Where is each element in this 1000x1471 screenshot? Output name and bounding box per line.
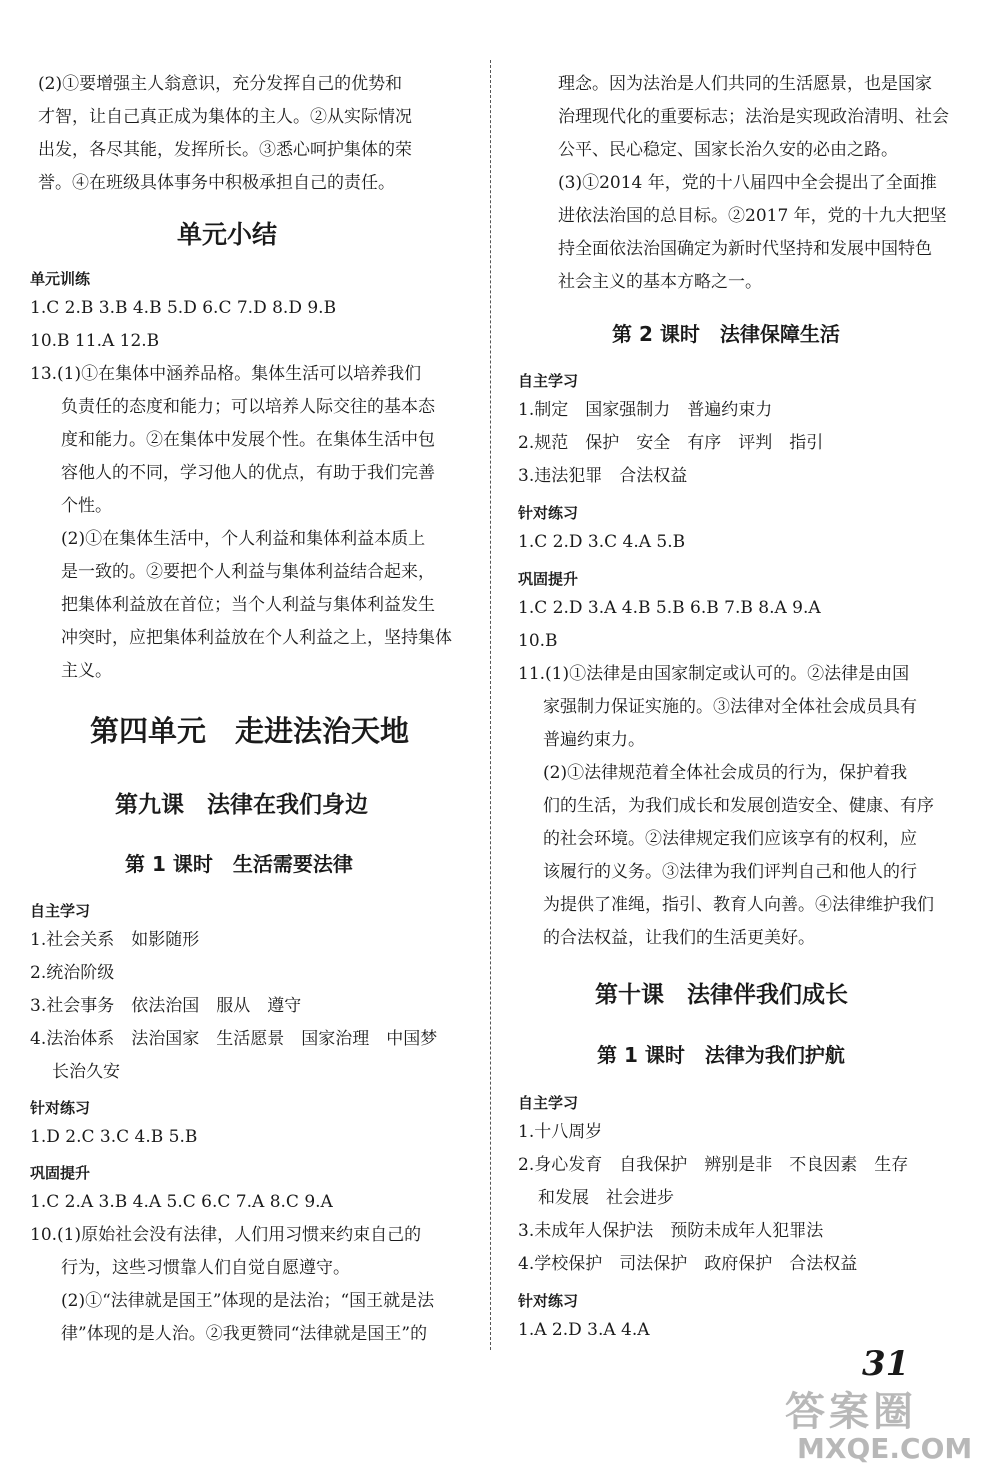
watermark-url: MXQE.COM (797, 1432, 973, 1465)
continuation-line: 社会主义的基本方略之一。 (558, 272, 762, 292)
answer-line: 1.社会关系 如影随形 (30, 930, 200, 950)
page-number: 31 (862, 1344, 910, 1384)
answer-line: 3.未成年人保护法 预防未成年人犯罪法 (518, 1221, 824, 1241)
answer-line: (2)①法律规范着全体社会成员的行为，保护着我 (543, 763, 908, 783)
answer-line: 1.C 2.B 3.B 4.B 5.D 6.C 7.D 8.D 9.B (30, 298, 337, 318)
section-label: 针对练习 (30, 1099, 91, 1117)
unit-title: 第四单元 走进法治天地 (90, 714, 410, 748)
answer-line: 的社会环境。②法律规定我们应该享有的权利，应 (543, 829, 917, 849)
answer-line: 行为，这些习惯靠人们自觉自愿遵守。 (61, 1258, 350, 1278)
section-label: 自主学习 (518, 1094, 579, 1112)
answer-line: 家强制力保证实施的。③法律对全体社会成员具有 (543, 697, 917, 717)
period-title: 第 2 课时 法律保障生活 (612, 322, 840, 346)
answer-line: 1.C 2.A 3.B 4.A 5.C 6.C 7.A 8.C 9.A (30, 1192, 333, 1212)
period-title: 第 1 课时 生活需要法律 (125, 852, 353, 876)
continuation-line: 治理现代化的重要标志；法治是实现政治清明、社会 (558, 107, 949, 127)
watermark-text: 答案圈 (785, 1389, 917, 1435)
answer-line: 2.身心发育 自我保护 辨别是非 不良因素 生存 (518, 1155, 909, 1175)
continuation-line: (3)①2014 年，党的十八届四中全会提出了全面推 (558, 173, 937, 193)
answer-line: 长治久安 (52, 1062, 120, 1082)
answer-line: 4.法治体系 法治国家 生活愿景 国家治理 中国梦 (30, 1029, 438, 1049)
answer-line: 10.(1)原始社会没有法律，人们用习惯来约束自己的 (30, 1225, 422, 1245)
answer-line: 1.D 2.C 3.C 4.B 5.B (30, 1127, 198, 1147)
section-label: 巩固提升 (518, 570, 579, 588)
answer-line: (2)①“法律就是国王”体现的是法治；“国王就是法 (61, 1291, 435, 1311)
section-label: 单元训练 (30, 270, 91, 288)
answer-line: 负责任的态度和能力；可以培养人际交往的基本态 (61, 397, 435, 417)
section-label: 自主学习 (30, 902, 91, 920)
continuation-line: 誉。④在班级具体事务中积极承担自己的责任。 (38, 173, 395, 193)
answer-line: 11.(1)①法律是由国家制定或认可的。②法律是由国 (518, 664, 910, 684)
watermark-logo (785, 1380, 1000, 1471)
answer-line: 13.(1)①在集体中涵养品格。集体生活可以培养我们 (30, 364, 422, 384)
section-label: 针对练习 (518, 504, 579, 522)
continuation-line: 持全面依法治国确定为新时代坚持和发展中国特色 (558, 239, 932, 259)
answer-line: 2.统治阶级 (30, 963, 115, 983)
section-label: 巩固提升 (30, 1164, 91, 1182)
answer-line: 容他人的不同，学习他人的优点，有助于我们完善 (61, 463, 435, 483)
answer-line: 该履行的义务。③法律为我们评判自己和他人的行 (543, 862, 917, 882)
lesson-title: 第九课 法律在我们身边 (115, 791, 368, 818)
answer-line: 3.社会事务 依法治国 服从 遵守 (30, 996, 302, 1016)
section-label: 自主学习 (518, 372, 579, 390)
answer-line: 1.十八周岁 (518, 1122, 603, 1142)
answer-line: 10.B 11.A 12.B (30, 331, 160, 351)
continuation-line: 才智，让自己真正成为集体的主人。②从实际情况 (38, 107, 412, 127)
answer-line: 们的生活，为我们成长和发展创造安全、健康、有序 (543, 796, 934, 816)
answer-line: 4.学校保护 司法保护 政府保护 合法权益 (518, 1254, 858, 1274)
answer-line: 度和能力。②在集体中发展个性。在集体生活中包 (61, 430, 435, 450)
answer-line: 1.C 2.D 3.A 4.B 5.B 6.B 7.B 8.A 9.A (518, 598, 821, 618)
answer-line: 1.A 2.D 3.A 4.A (518, 1320, 650, 1340)
answer-line: 主义。 (61, 661, 112, 681)
continuation-line: 进依法治国的总目标。②2017 年，党的十九大把坚 (558, 206, 947, 226)
answer-line: 2.规范 保护 安全 有序 评判 指引 (518, 433, 824, 453)
lesson-title: 第十课 法律伴我们成长 (595, 981, 848, 1008)
answer-line: 的合法权益，让我们的生活更美好。 (543, 928, 815, 948)
answer-line: 1.C 2.D 3.C 4.A 5.B (518, 532, 686, 552)
column-divider (490, 60, 491, 1350)
section-label: 针对练习 (518, 1292, 579, 1310)
answer-line: 个性。 (61, 496, 112, 516)
answer-line: 是一致的。②要把个人利益与集体利益结合起来， (61, 562, 435, 582)
answer-line: 把集体利益放在首位；当个人利益与集体利益发生 (61, 595, 435, 615)
answer-line: (2)①在集体生活中，个人利益和集体利益本质上 (61, 529, 426, 549)
continuation-line: 出发，各尽其能，发挥所长。③悉心呵护集体的荣 (38, 140, 412, 160)
period-title: 第 1 课时 法律为我们护航 (597, 1043, 845, 1067)
answer-line: 3.违法犯罪 合法权益 (518, 466, 688, 486)
continuation-line: (2)①要增强主人翁意识，充分发挥自己的优势和 (38, 74, 403, 94)
continuation-line: 理念。因为法治是人们共同的生活愿景，也是国家 (558, 74, 932, 94)
continuation-line: 公平、民心稳定、国家长治久安的必由之路。 (558, 140, 898, 160)
answer-line: 10.B (518, 631, 558, 651)
unit-summary-heading: 单元小结 (177, 220, 278, 249)
answer-line: 为提供了准绳，指引、教育人向善。④法律维护我们 (543, 895, 934, 915)
answer-line: 冲突时，应把集体利益放在个人利益之上，坚持集体 (61, 628, 452, 648)
answer-line: 1.制定 国家强制力 普遍约束力 (518, 400, 773, 420)
answer-line: 和发展 社会进步 (538, 1188, 674, 1208)
answer-line: 律”体现的是人治。②我更赞同“法律就是国王”的 (61, 1324, 428, 1344)
answer-line: 普遍约束力。 (543, 730, 645, 750)
